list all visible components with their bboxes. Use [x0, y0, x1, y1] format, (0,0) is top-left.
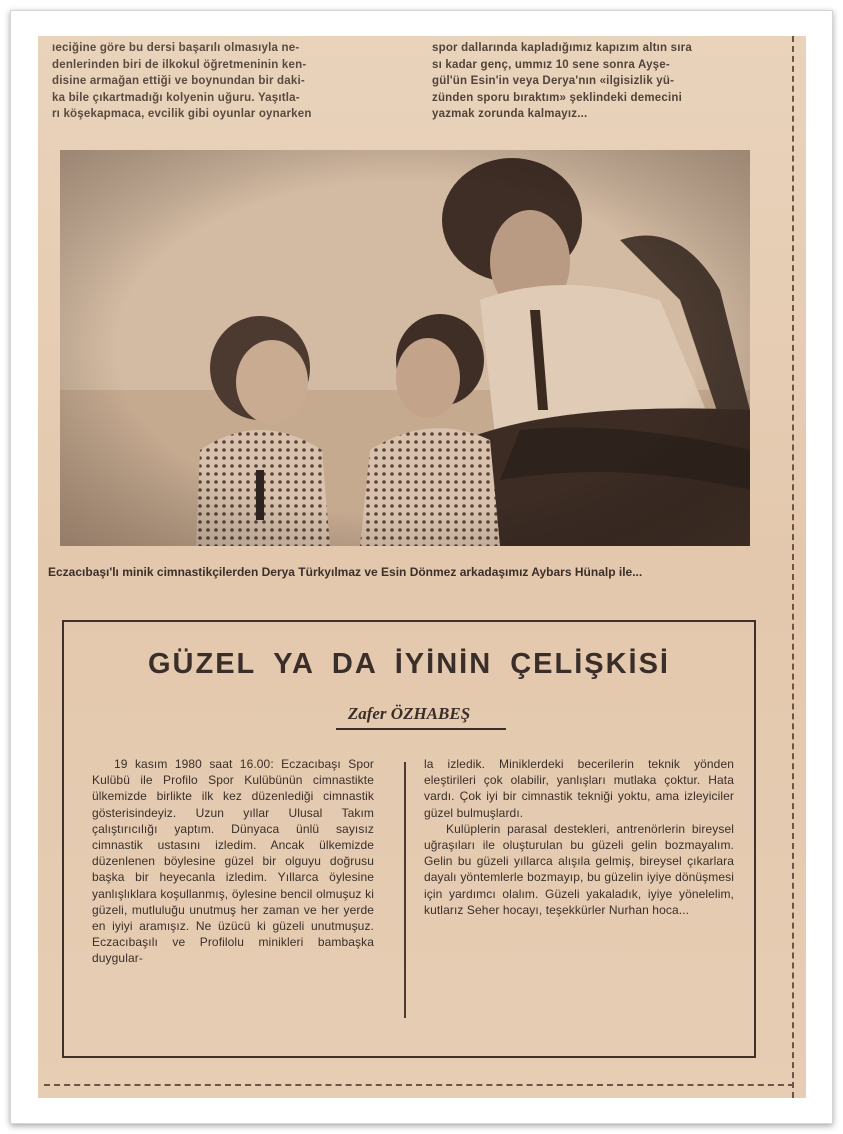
article-paragraph: Kulüplerin parasal destekleri, antrenörlerin bireysel uğraşıları ile oluşturulan bu güzeli gelin bozmayalım. Gelin bu güzeli yıllarca alışıla gelmiş, bireysel çıkarlara dayalı yöntemlerle bozmayıp, bu güzelin iyiye dönüşmesi için yardımcı olalım. Güzeli yakaladık, iyiye yönelelim, kutlarız Seher hocayı, teşekkürler Nurhan hoca... [424, 821, 734, 917]
article-paragraph: 19 kasım 1980 saat 16.00: Eczacıbaşı Spor Kulübü ile Profilo Spor Kulübünün cimnastikte ülkemizde birlikte ilk kez düzenlediği cimnastik gösterisindeyiz. Uzun yıllar Ulusal Takım çalıştırıcılığı yaptım. Dünyaca ünlü sayısız cimnastik ustasını izledim. Ancak ülkemizde düzenlenen böylesine güzel bir olguyu doğrusu başka bir heyecanla izledim. Yıllarca öylesine yanlışlıklara koşullanmış, öylesine bencil olmuşuz ki güzeli, mutluluğu unutmuş her zaman ve her yerde en iyiyi aramışız. Ne üzücü ki güzeli unutmuşuz. Eczacıbaşılı ve Profilolu minikleri bambaşka duygular- [92, 757, 374, 966]
cut-line-bottom [44, 1084, 794, 1086]
fragment-line: yazmak zorunda kalmayız... [432, 108, 588, 120]
previous-article-fragment-right [432, 40, 774, 123]
photo-illustration [60, 150, 750, 546]
column-divider [404, 762, 406, 1018]
photo-caption: Eczacıbaşı'lı minik cimnastikçilerden Derya Türkyılmaz ve Esin Dönmez arkadaşımız Aybars Hünalp ile... [48, 565, 643, 579]
fragment-line: disine armağan ettiği ve boynundan bir daki- [52, 75, 305, 87]
fragment-line: denlerinden biri de ilkokul öğretmeninin ken- [52, 58, 307, 71]
fragment-line: spor dallarında kapladığımız kapızım altın sıra [432, 42, 692, 54]
fragment-line: zünden sporu bıraktım» şeklindeki demecini [432, 91, 682, 104]
fragment-line: ka bile çıkartmadığı kolyenin uğuru. Yaşıtla- [52, 91, 300, 104]
article-byline: Zafer ÖZHABEŞ [347, 704, 471, 723]
newspaper-clipping [38, 36, 806, 1098]
fragment-line: ıeciğine göre bu dersi başarılı olmasıyla ne- [52, 42, 300, 54]
previous-article-fragment-left [52, 40, 392, 123]
article-box [62, 620, 756, 1058]
article-column-right [424, 756, 734, 918]
fragment-line: sı kadar genç, ummız 10 sene sonra Ayşe- [432, 58, 670, 71]
article-column-left [92, 756, 374, 967]
article-paragraph: la izledik. Miniklerdeki becerilerin teknik yönden eleştirileri çok olabilir, yanlışları mutlaka çoktur. Hata vardı. Çok iyi bir cimnastik tekniği yoktu, ama izleyiciler güzel bulmuşlardı. [424, 757, 734, 820]
fragment-line: gül'ün Esin'in veya Derya'nın «ilgisizlik yü- [432, 75, 675, 87]
article-headline: GÜZEL YA DA İYİNİN ÇELİŞKİSİ [147, 648, 670, 680]
fragment-line: rı köşekapmaca, evcilik gibi oyunlar oynarken [52, 108, 312, 120]
cut-line-right [792, 36, 794, 1098]
byline-underline [336, 728, 506, 730]
news-photo [60, 150, 750, 546]
